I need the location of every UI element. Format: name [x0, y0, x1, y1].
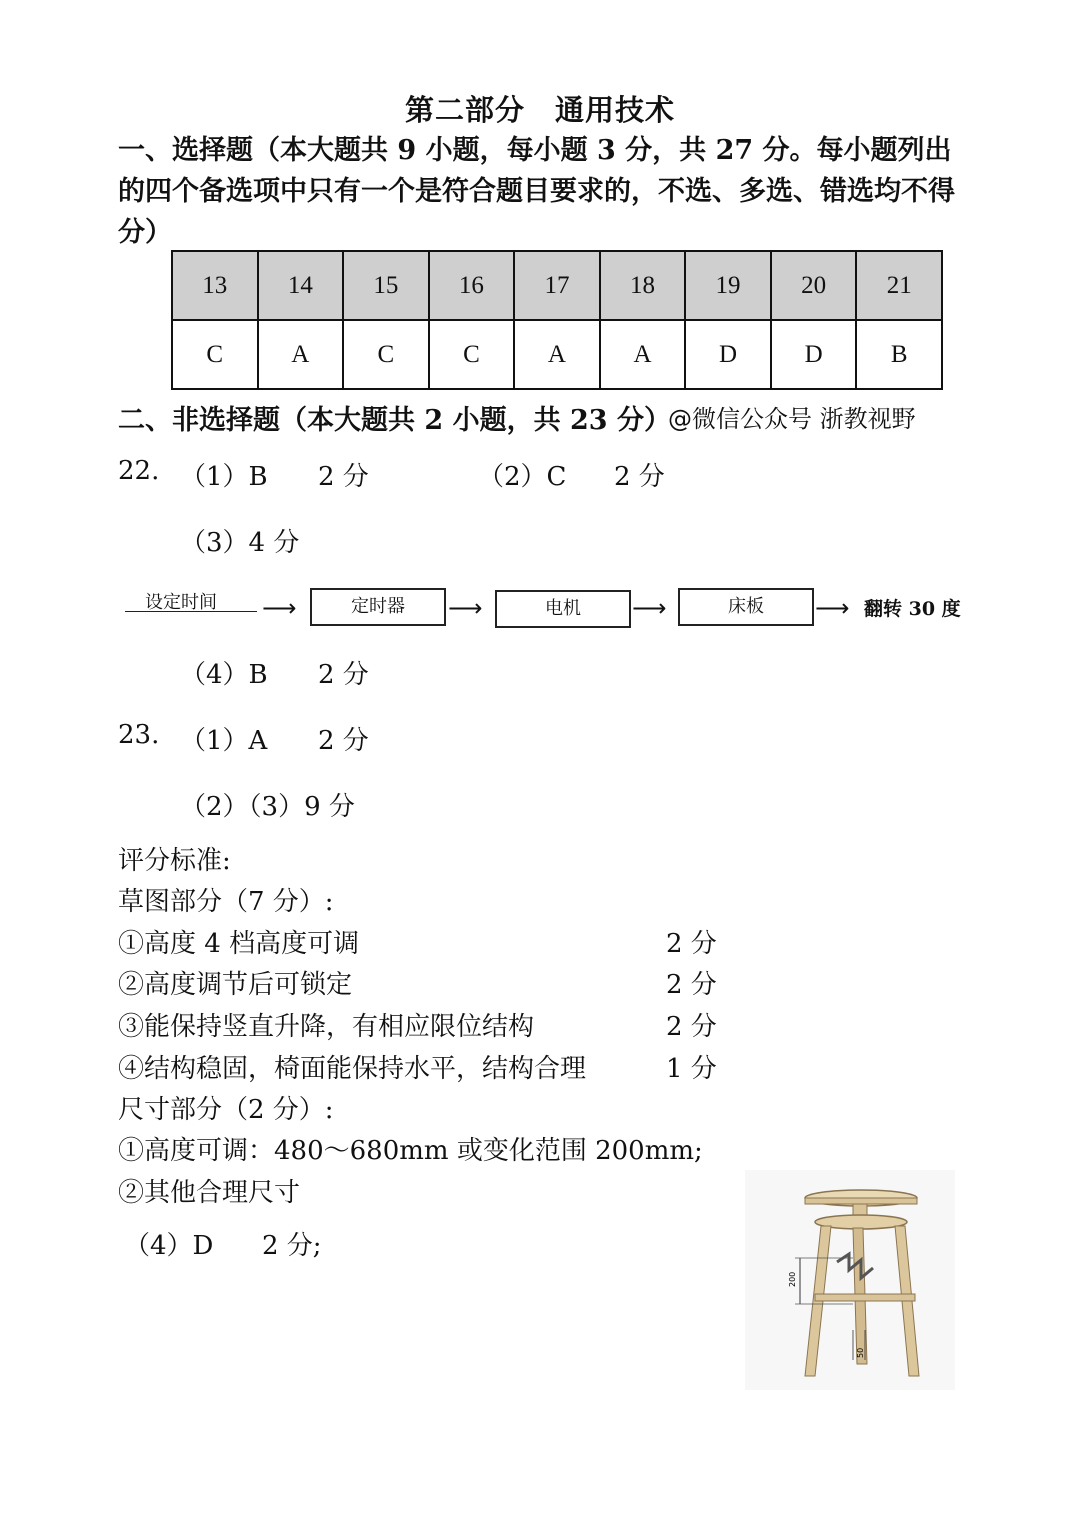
answer-table-answer-row: [172, 320, 942, 389]
question-number: 18: [600, 251, 686, 320]
arrow-right-icon: ⟶: [815, 594, 850, 622]
question-number: 20: [771, 251, 857, 320]
q22-part2-score: 2 分: [614, 462, 665, 492]
answer-letter: A: [600, 320, 686, 389]
answer-letter: D: [771, 320, 857, 389]
q23-part4: （4）D: [124, 1231, 214, 1261]
answer-letter: A: [514, 320, 600, 389]
diagram-block-timer: 定时器: [310, 588, 446, 626]
criteria-score: 2 分: [666, 970, 717, 1000]
diagram-input-line: [125, 611, 257, 612]
arrow-right-icon: ⟶: [262, 594, 297, 622]
stool-seat-edge: [805, 1198, 917, 1204]
answer-letter: C: [429, 320, 515, 389]
question-number: 13: [172, 251, 258, 320]
question-number: 14: [258, 251, 344, 320]
page-title: 第二部分 通用技术: [404, 93, 675, 127]
criteria-score: 2 分: [666, 1012, 717, 1042]
q23-part23: （2）（3）9 分: [180, 792, 355, 822]
answer-letter: A: [258, 320, 344, 389]
q23-number: 23.: [118, 720, 160, 750]
criteria-item: ②高度调节后可锁定: [118, 970, 353, 1000]
arrow-right-icon: ⟶: [632, 594, 667, 622]
question-number: 17: [514, 251, 600, 320]
q22-part4-score: 2 分: [318, 660, 369, 690]
question-number: 19: [685, 251, 771, 320]
criteria-title: 评分标准:: [118, 846, 231, 876]
answer-letter: C: [172, 320, 258, 389]
criteria-score: 2 分: [666, 929, 717, 959]
answer-table: [171, 250, 943, 390]
section1-heading: 一、选择题（本大题共 9 小题，每小题 3 分，共 27 分。每小题列出的四个备选项中只有一个是符合题目要求的，不选、多选、错选均不得分）: [118, 135, 955, 248]
answer-letter: D: [685, 320, 771, 389]
q23-part1: （1）A: [180, 726, 268, 756]
answer-letter: B: [856, 320, 942, 389]
q22-part4: （4）B: [180, 660, 268, 690]
answer-table-question-row: [172, 251, 942, 320]
size-title: 尺寸部分（2 分）:: [118, 1095, 334, 1125]
diagram-block-motor: 电机: [495, 590, 631, 628]
question-number: 16: [429, 251, 515, 320]
sketch-title: 草图部分（7 分）:: [118, 887, 334, 917]
arrow-right-icon: ⟶: [448, 594, 483, 622]
q23-part1-score: 2 分: [318, 726, 369, 756]
q22-part2: （2）C: [478, 462, 567, 492]
stool-figure: [745, 1170, 955, 1390]
watermark: @微信公众号 浙教视野: [668, 405, 916, 433]
dimension-label-50: 50: [856, 1347, 865, 1358]
size-item: ②其他合理尺寸: [118, 1178, 301, 1208]
size-item: ①高度可调：480～680mm 或变化范围 200mm;: [118, 1136, 703, 1166]
section2-heading: 二、非选择题（本大题共 2 小题，共 23 分）: [118, 405, 671, 436]
question-number: 15: [343, 251, 429, 320]
diagram-output-label: 翻转 30 度: [864, 598, 961, 620]
dimension-label-200: 200: [788, 1271, 797, 1287]
q22-number: 22.: [118, 456, 160, 486]
stool-crossbar: [815, 1294, 915, 1301]
q22-part3: （3）4 分: [180, 528, 300, 558]
q23-part4-score: 2 分;: [262, 1231, 322, 1261]
criteria-item: ④结构稳固，椅面能保持水平，结构合理: [118, 1054, 587, 1084]
diagram-input-label: 设定时间: [145, 592, 217, 613]
criteria-item: ③能保持竖直升降，有相应限位结构: [118, 1012, 535, 1042]
criteria-score: 1 分: [666, 1054, 717, 1084]
diagram-block-bedboard: 床板: [678, 588, 814, 626]
answer-letter: C: [343, 320, 429, 389]
q22-part1-score: 2 分: [318, 462, 369, 492]
question-number: 21: [856, 251, 942, 320]
q22-part1: （1）B: [180, 462, 268, 492]
criteria-item: ①高度 4 档高度可调: [118, 929, 360, 959]
